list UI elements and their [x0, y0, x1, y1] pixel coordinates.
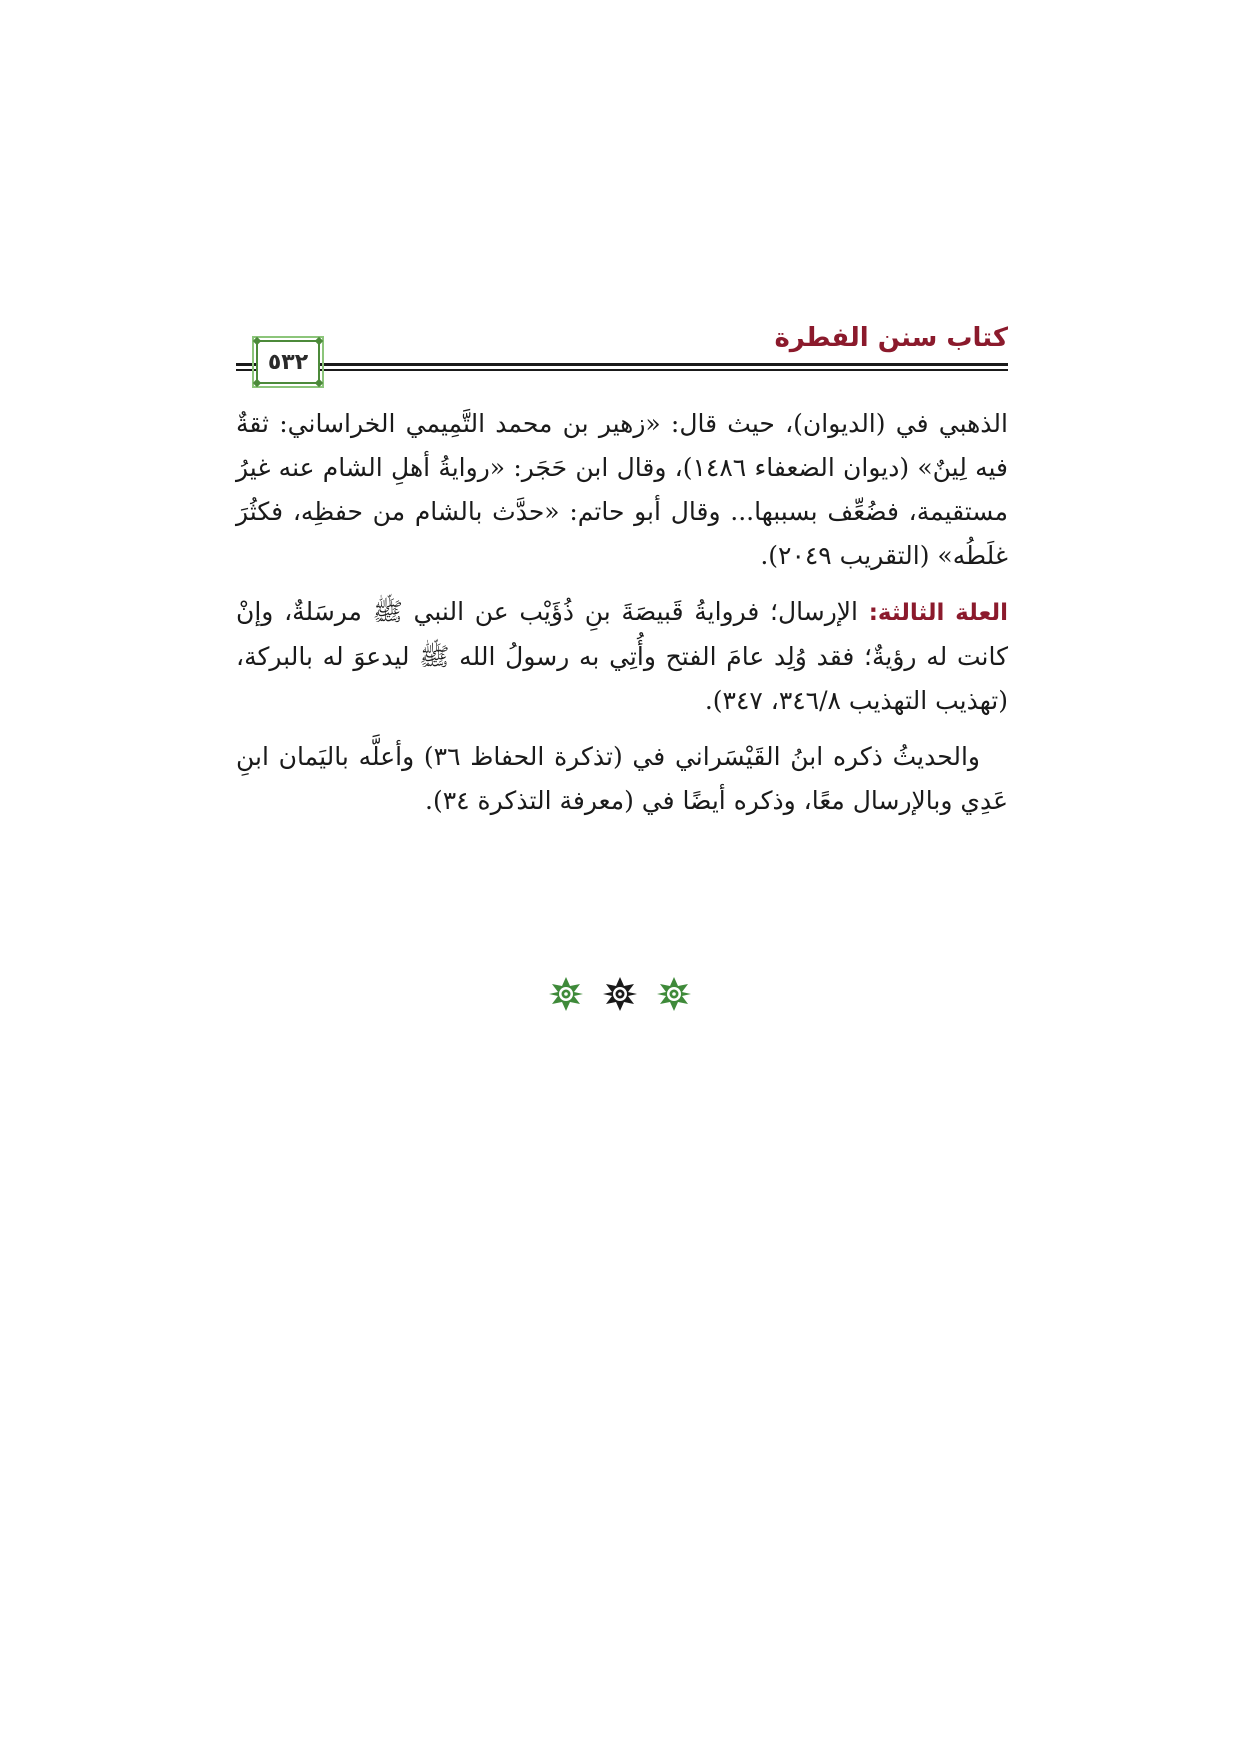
rosette-icon — [656, 976, 692, 1012]
page-number-badge — [256, 340, 320, 384]
paragraph-1 — [236, 402, 1008, 578]
ornament-divider — [0, 972, 1240, 1016]
header-rule-thin — [236, 369, 1008, 371]
header-rule-thick — [236, 363, 1008, 366]
badge-corner-icon — [253, 379, 261, 387]
badge-corner-icon — [253, 337, 261, 345]
book-title: كتاب سنن الفطرة — [774, 323, 1008, 353]
paragraph-3-text: والحديثُ ذكره ابنُ القَيْسَراني في (تذكرة الحفاظ ٣٦) وأعلَّه باليَمان ابنِ عَدِي وبالإرسال معًا، وذكره أيضًا في (معرفة التذكرة ٣٤). — [236, 742, 1008, 815]
badge-corner-icon — [315, 337, 323, 345]
paragraph-2-label: العلة الثالثة: — [868, 600, 1009, 626]
rosette-icon — [548, 976, 584, 1012]
paragraph-2 — [236, 590, 1008, 723]
paragraph-1-text: الذهبي في (الديوان)، حيث قال: «زهير بن محمد التَّمِيمي الخراساني: ثقةٌ فيه لِينٌ» (ديوان الضعفاء ١٤٨٦)، وقال ابن حَجَر: «روايةُ أهلِ الشام عنه غيرُ مستقيمة، فضُعِّف بسببها... وقال أبو حاتم: «حدَّث بالشام من حفظِه، فكثُرَ غلَطُه» (التقريب ٢٠٤٩). — [236, 409, 1009, 570]
rosette-icon — [602, 976, 638, 1012]
badge-corner-icon — [315, 379, 323, 387]
page-number: ٥٣٢ — [267, 349, 309, 375]
page-body — [236, 402, 1008, 835]
paragraph-2-text — [236, 590, 1008, 723]
page-header — [236, 316, 1008, 386]
paragraph-3 — [236, 735, 1008, 823]
paragraph-2-body: الإرسال؛ فروايةُ قَبيصَةَ بنِ ذُؤَيْب عن النبي ﷺ مرسَلةٌ، وإنْ كانت له رؤيةٌ؛ فقد وُلِد عامَ الفتح وأُتِي به رسولُ الله ﷺ ليدعوَ له بالبركة، (تهذيب التهذيب ٣٤٦/٨، ٣٤٧). — [236, 597, 1008, 715]
